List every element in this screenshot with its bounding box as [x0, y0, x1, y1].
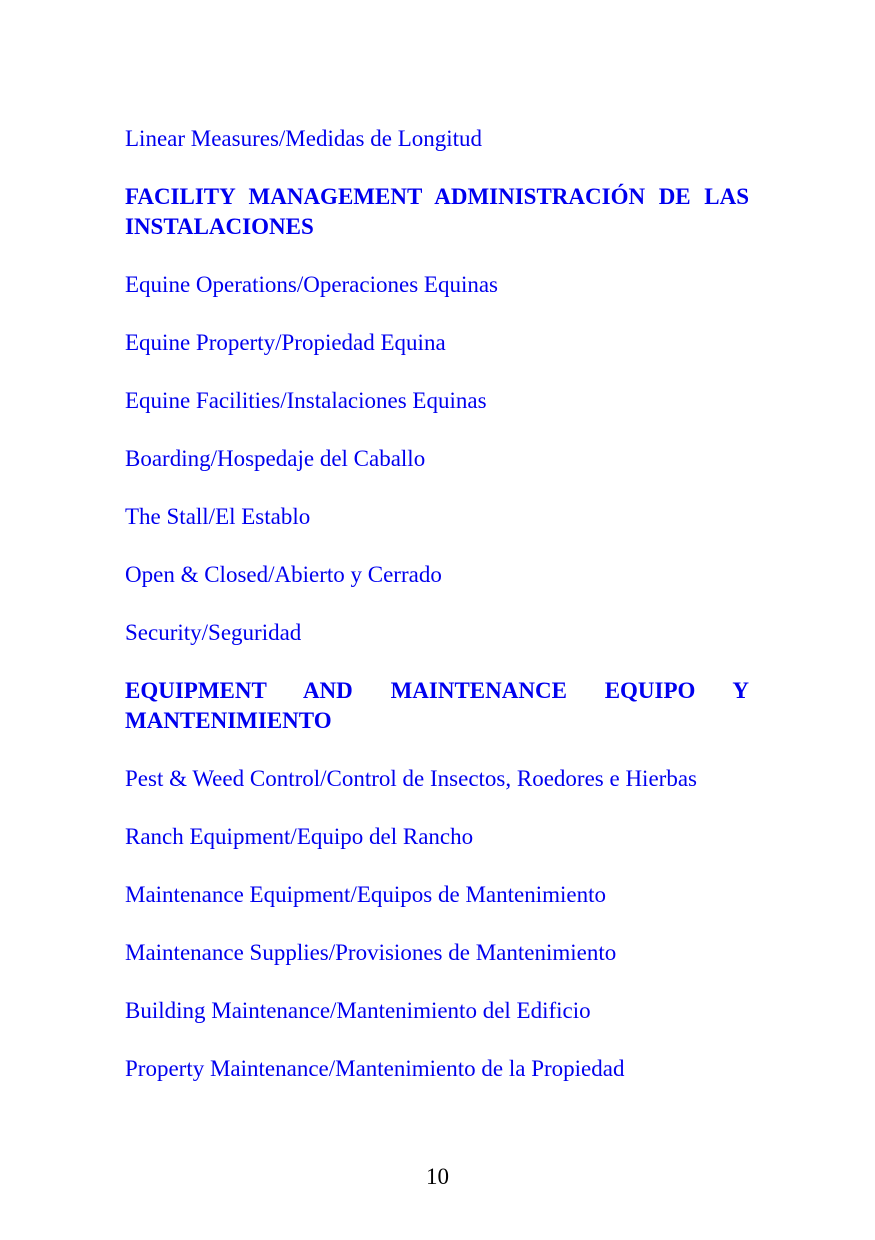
toc-entry-boarding[interactable]: Boarding/Hospedaje del Caballo	[125, 446, 426, 471]
toc-entry-maintenance-equipment[interactable]: Maintenance Equipment/Equipos de Mantenimiento	[125, 882, 606, 907]
page-number: 10	[426, 1164, 449, 1189]
toc-entry-the-stall[interactable]: The Stall/El Establo	[125, 504, 311, 529]
toc-entry-equine-operations[interactable]: Equine Operations/Operaciones Equinas	[125, 272, 498, 297]
toc-entry-linear-measures[interactable]: Linear Measures/Medidas de Longitud	[125, 126, 483, 151]
toc-heading-facility-management[interactable]: FACILITY MANAGEMENT ADMINISTRACIÓN DE LAS INSTALACIONES	[125, 184, 749, 239]
toc-entry-open-closed[interactable]: Open & Closed/Abierto y Cerrado	[125, 562, 442, 587]
toc-entry-security[interactable]: Security/Seguridad	[125, 620, 302, 645]
toc-entry-property-maintenance[interactable]: Property Maintenance/Mantenimiento de la Propiedad	[125, 1056, 625, 1081]
toc-entry-building-maintenance[interactable]: Building Maintenance/Mantenimiento del Edificio	[125, 998, 591, 1023]
toc-entry-ranch-equipment[interactable]: Ranch Equipment/Equipo del Rancho	[125, 824, 474, 849]
toc-entry-equine-facilities[interactable]: Equine Facilities/Instalaciones Equinas	[125, 388, 487, 413]
toc-heading-equipment-maintenance[interactable]: EQUIPMENT AND MAINTENANCE EQUIPO Y MANTENIMIENTO	[125, 678, 749, 733]
toc-entry-equine-property[interactable]: Equine Property/Propiedad Equina	[125, 330, 446, 355]
toc-entry-pest-weed-control[interactable]: Pest & Weed Control/Control de Insectos, Roedores e Hierbas	[125, 766, 697, 791]
table-of-contents	[125, 124, 749, 1112]
toc-entry-maintenance-supplies[interactable]: Maintenance Supplies/Provisiones de Mantenimiento	[125, 940, 617, 965]
